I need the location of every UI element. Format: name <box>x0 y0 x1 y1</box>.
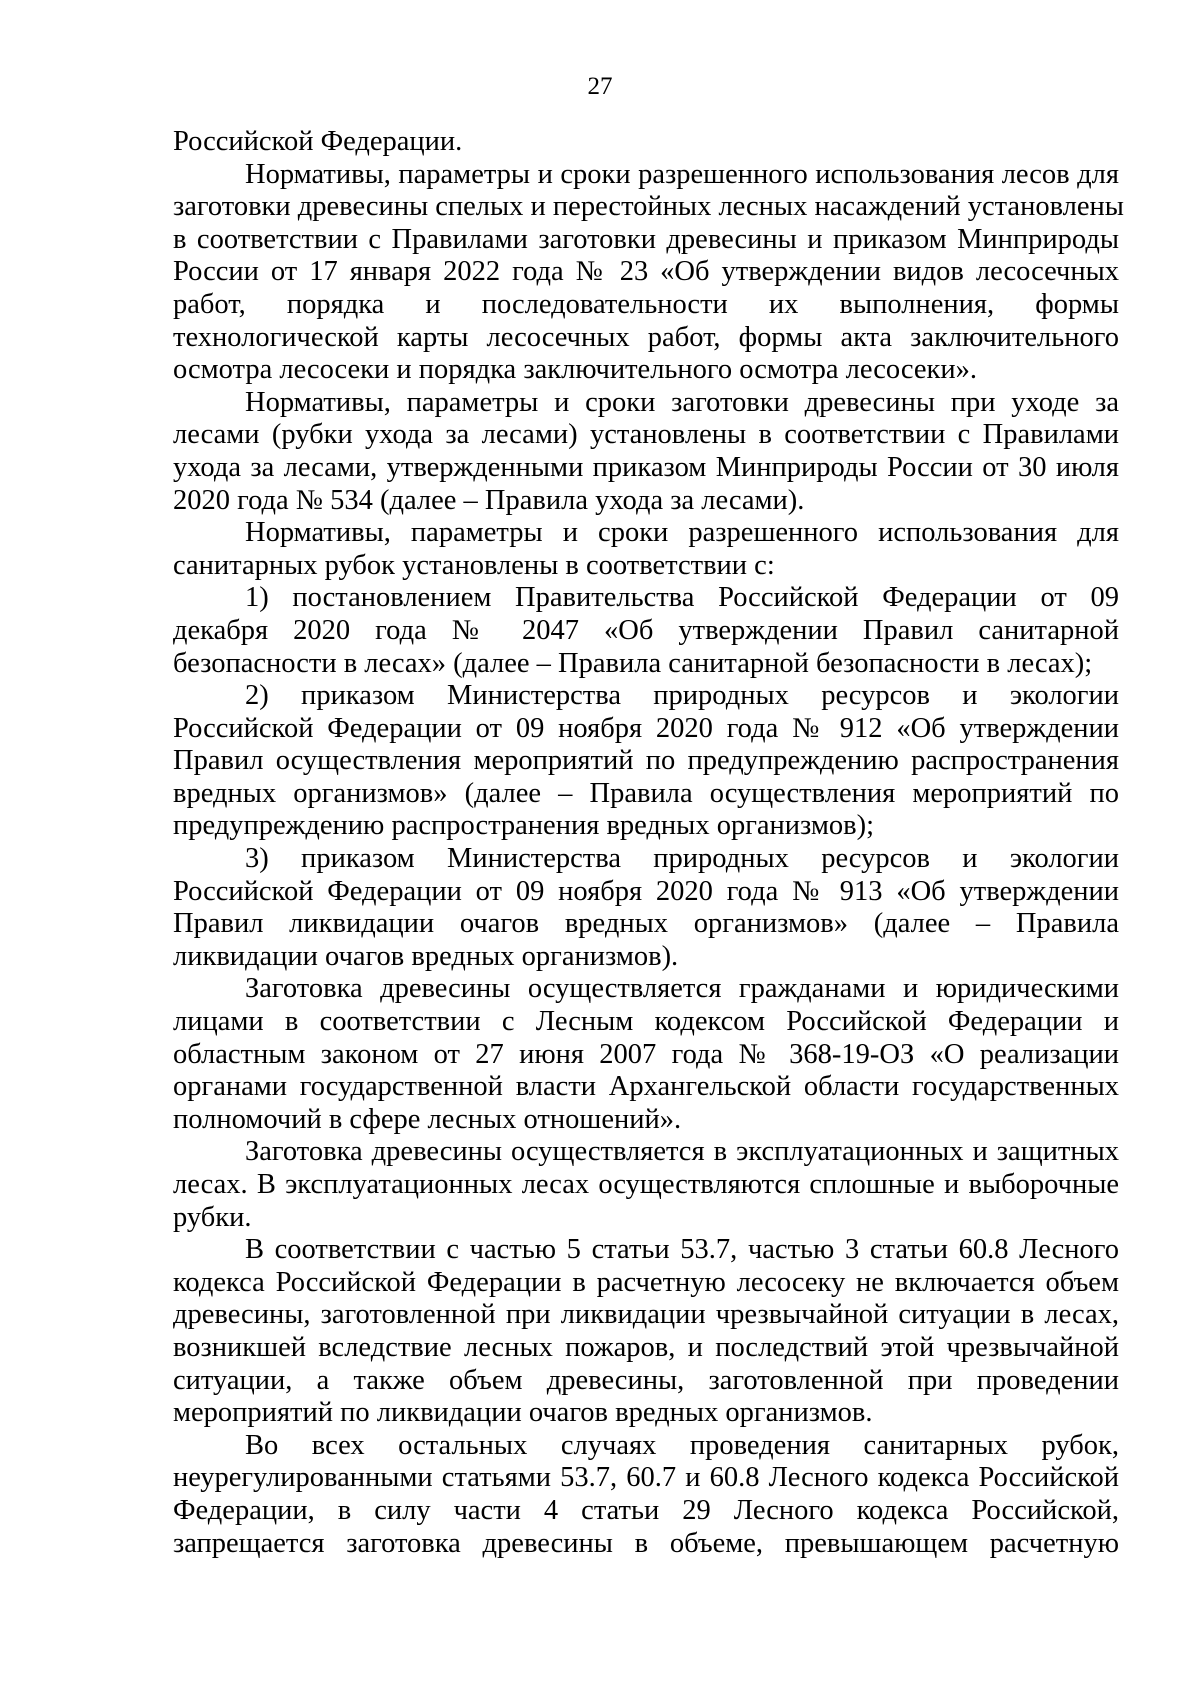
text-line: предупреждению распространения вредных организмов); <box>173 810 875 842</box>
text-line: Российской Федерации от 09 ноября 2020 года № 913 «Об утверждении <box>173 875 1119 907</box>
text-line: возникшей вследствие лесных пожаров, и последствий этой чрезвычайной <box>173 1331 1119 1363</box>
text-line: ликвидации очагов вредных организмов). <box>173 940 679 972</box>
text-line: Правил ликвидации очагов вредных организмов» (далее – Правила <box>173 908 1119 940</box>
text-line: рубки. <box>173 1201 252 1233</box>
text-line: Российской Федерации от 09 ноября 2020 года № 912 «Об утверждении <box>173 712 1119 744</box>
text-line: областным законом от 27 июня 2007 года № 368-19-ОЗ «О реализации <box>173 1038 1119 1070</box>
text-line: запрещается заготовка древесины в объеме, превышающем расчетную <box>173 1527 1119 1559</box>
text-line: кодекса Российской Федерации в расчетную лесосеку не включается объем <box>173 1266 1119 1298</box>
text-line: полномочий в сфере лесных отношений». <box>173 1103 682 1135</box>
text-line: 2) приказом Министерства природных ресурсов и экологии <box>245 680 1119 712</box>
text-line: органами государственной власти Архангельской области государственных <box>173 1071 1119 1103</box>
text-line: Нормативы, параметры и сроки заготовки древесины при уходе за <box>245 386 1119 418</box>
text-line: России от 17 января 2022 года № 23 «Об утверждении видов лесосечных <box>173 256 1119 288</box>
text-line: заготовки древесины спелых и перестойных лесных насаждений установлены <box>173 191 1124 223</box>
text-line: ухода за лесами, утвержденными приказом Минприроды России от 30 июля <box>173 451 1119 483</box>
text-line: неурегулированными статьями 53.7, 60.7 и 60.8 Лесного кодекса Российской <box>173 1462 1119 1494</box>
text-line: В соответствии с частью 5 статьи 53.7, частью 3 статьи 60.8 Лесного <box>245 1234 1119 1266</box>
page-number: 27 <box>587 73 613 100</box>
text-line: 1) постановлением Правительства Российской Федерации от 09 <box>245 582 1119 614</box>
text-line: Нормативы, параметры и сроки разрешенного использования для <box>245 517 1119 549</box>
text-line: лесах. В эксплуатационных лесах осуществляются сплошные и выборочные <box>173 1169 1119 1200</box>
text-line: Нормативы, параметры и сроки разрешенного использования лесов для <box>245 158 1119 190</box>
text-line: безопасности в лесах» (далее – Правила санитарной безопасности в лесах); <box>173 647 1093 679</box>
body-text <box>173 126 1124 1560</box>
text-line: мероприятий по ликвидации очагов вредных организмов. <box>173 1397 873 1429</box>
text-line: 3) приказом Министерства природных ресурсов и экологии <box>245 843 1119 875</box>
text-line: санитарных рубок установлены в соответствии с: <box>173 549 775 581</box>
text-line: 2020 года № 534 (далее – Правила ухода за лесами). <box>173 484 805 516</box>
text-line: Заготовка древесины осуществляется в эксплуатационных и защитных <box>245 1136 1119 1168</box>
text-line: древесины, заготовленной при ликвидации чрезвычайной ситуации в лесах, <box>173 1299 1119 1331</box>
text-line: Правил осуществления мероприятий по предупреждению распространения <box>173 745 1119 777</box>
text-line: вредных организмов» (далее – Правила осуществления мероприятий по <box>173 777 1119 809</box>
text-line: в соответствии с Правилами заготовки древесины и приказом Минприроды <box>173 223 1119 255</box>
text-line: технологической карты лесосечных работ, формы акта заключительного <box>173 321 1119 353</box>
text-line: осмотра лесосеки и порядка заключительного осмотра лесосеки». <box>173 354 977 386</box>
text-line: лицами в соответствии с Лесным кодексом Российской Федерации и <box>173 1006 1119 1038</box>
text-line: Во всех остальных случаях проведения санитарных рубок, <box>245 1429 1119 1461</box>
text-line: работ, порядка и последовательности их выполнения, формы <box>173 288 1119 320</box>
text-line: лесами (рубки ухода за лесами) установлены в соответствии с Правилами <box>173 419 1119 451</box>
text-line: Заготовка древесины осуществляется гражданами и юридическими <box>245 973 1119 1005</box>
text-line: Федерации, в силу части 4 статьи 29 Лесного кодекса Российской, <box>173 1494 1119 1526</box>
text-line: Российской Федерации. <box>173 126 463 157</box>
text-line: ситуации, а также объем древесины, заготовленной при проведении <box>173 1364 1119 1396</box>
text-line: декабря 2020 года № 2047 «Об утверждении Правил санитарной <box>173 614 1119 646</box>
